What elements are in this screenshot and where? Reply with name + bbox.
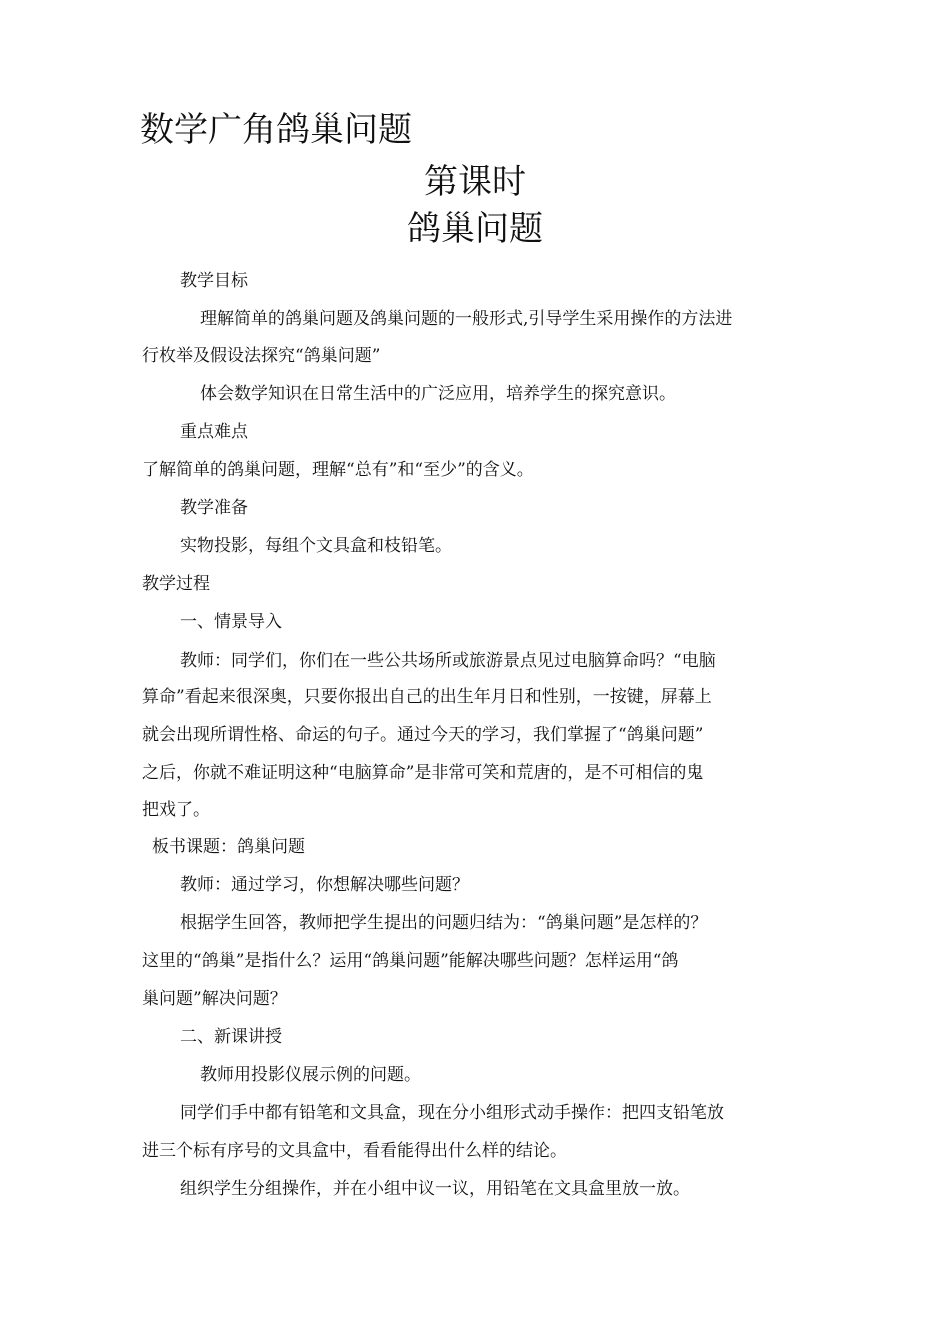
- paragraph-line: 实物投影，每组个文具盒和枝铅笔。: [180, 536, 452, 556]
- section-heading-process: 教学过程: [142, 574, 210, 594]
- paragraph-line: 体会数学知识在日常生活中的广泛应用，培养学生的探究意识。: [200, 384, 676, 404]
- subsection-heading: 一、情景导入: [180, 612, 282, 632]
- paragraph-line: 之后，你就不难证明这种“电脑算命”是非常可笑和荒唐的，是不可相信的鬼: [142, 763, 704, 783]
- section-heading-keypoints: 重点难点: [180, 422, 248, 442]
- paragraph-line: 进三个标有序号的文具盒中，看看能得出什么样的结论。: [142, 1141, 567, 1161]
- paragraph-line: 教师：同学们，你们在一些公共场所或旅游景点见过电脑算命吗？“电脑: [180, 651, 716, 671]
- paragraph-line: 根据学生回答，教师把学生提出的问题归结为：“鸽巢问题”是怎样的？: [180, 913, 708, 933]
- paragraph-line: 同学们手中都有铅笔和文具盒，现在分小组形式动手操作：把四支铅笔放: [180, 1103, 724, 1123]
- lesson-label: 第课时: [424, 162, 526, 202]
- subsection-heading: 二、新课讲授: [180, 1027, 282, 1047]
- document-title: 数学广角鸽巢问题: [140, 110, 412, 150]
- paragraph-line: 理解简单的鸽巢问题及鸽巢问题的一般形式,引导学生采用操作的方法进: [200, 309, 733, 329]
- paragraph-line: 行枚举及假设法探究“鸽巢问题”: [142, 346, 381, 366]
- paragraph-line: 把戏了。: [142, 800, 210, 820]
- paragraph-line: 这里的“鸽巢”是指什么？运用“鸽巢问题”能解决哪些问题？怎样运用“鸽: [142, 951, 679, 971]
- paragraph-line: 就会出现所谓性格、命运的句子。通过今天的学习，我们掌握了“鸽巢问题”: [142, 725, 704, 745]
- paragraph-line: 教师：通过学习，你想解决哪些问题？: [180, 875, 469, 895]
- paragraph-line: 了解简单的鸽巢问题，理解“总有”和“至少”的含义。: [142, 460, 534, 480]
- section-heading-preparation: 教学准备: [180, 498, 248, 518]
- paragraph-line: 教师用投影仪展示例的问题。: [200, 1065, 421, 1085]
- section-heading-objectives: 教学目标: [180, 271, 248, 291]
- paragraph-line: 组织学生分组操作，并在小组中议一议，用铅笔在文具盒里放一放。: [180, 1179, 690, 1199]
- paragraph-line: 板书课题：鸽巢问题: [152, 837, 305, 857]
- paragraph-line: 巢问题”解决问题？: [142, 989, 287, 1009]
- paragraph-line: 算命”看起来很深奥，只要你报出自己的出生年月日和性别，一按键，屏幕上: [142, 687, 712, 707]
- lesson-title: 鸽巢问题: [407, 209, 543, 249]
